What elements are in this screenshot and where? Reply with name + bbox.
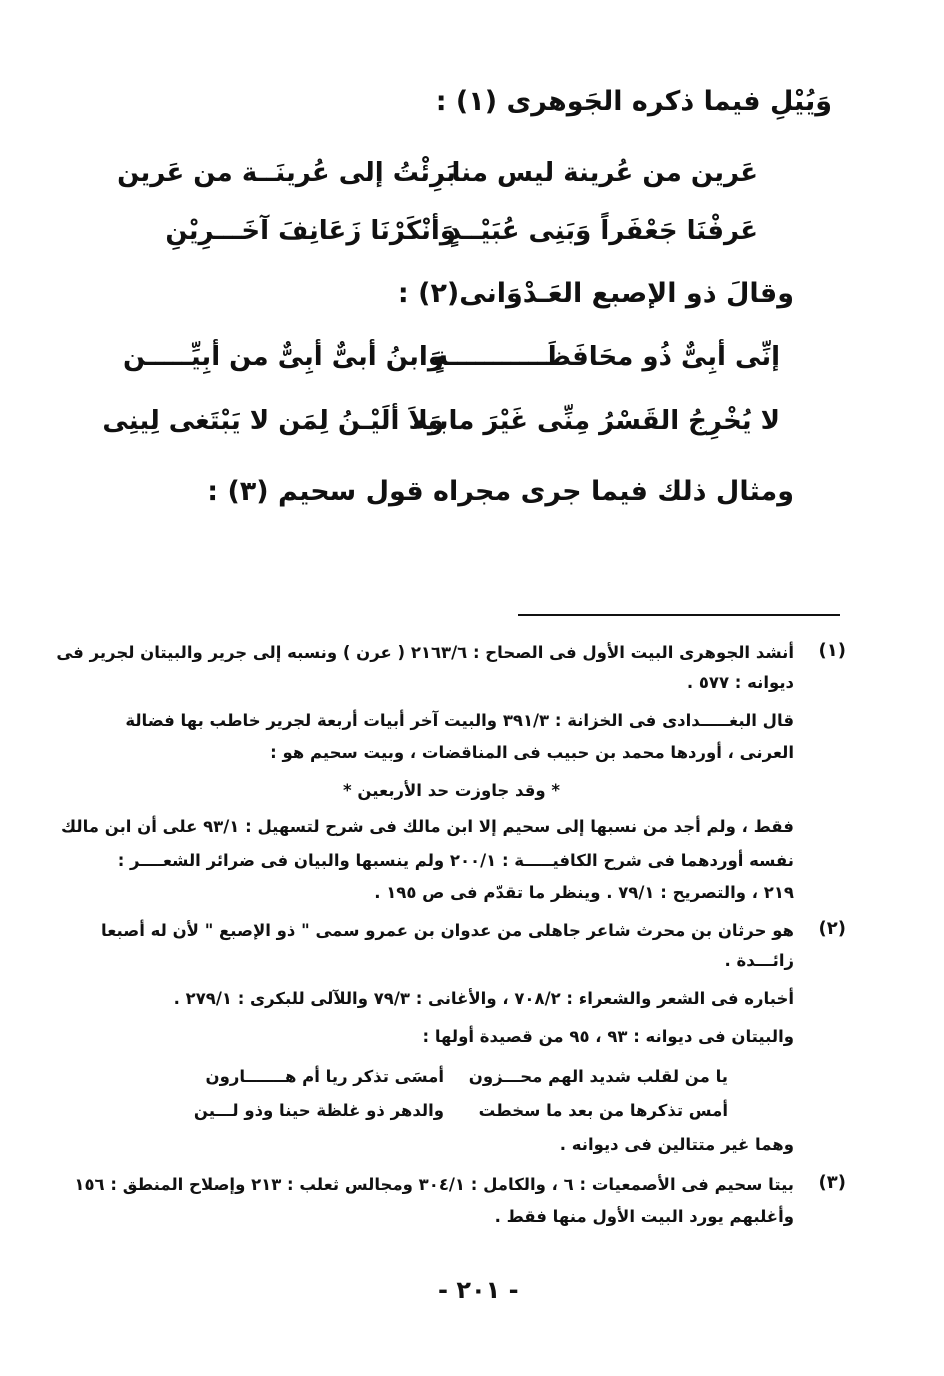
footnote-1-marker: (١) [818, 640, 846, 661]
verse-4-right-hemistich: لا يُخْرِجُ القَسْرُ مِنِّى غَيْرَ مابيه [412, 406, 780, 436]
footnote-2-line-3: أخباره فى الشعر والشعراء : ٧٠٨/٢ ، والأغانى : ٧٩/٣ واللآلى للبكرى : ٢٧٩/١ . [173, 989, 794, 1008]
footnote-1-line-4: العرنى ، أوردها محمد بن حبيب فى المناقضات ، وبيت سحيم هو : [270, 743, 794, 762]
footnote-2-line-5: وهما غير متتالين فى ديوانه . [559, 1135, 794, 1154]
footnote-1-line-6: فقط ، ولم أجد من نسبها إلى سحيم إلا ابن مالك فى شرح لتسهيل : ٩٣/١ على أن ابن مالك [61, 817, 794, 836]
verse-4-left-hemistich: وَلاَ ألَيْـنُ لِمَن لا يَبْتَغى لِينِى [102, 406, 444, 436]
footnote-3-line-1: بيتا سحيم فى الأصمعيات : ٦ ، والكامل : ٣٠٤/١ ومجالس ثعلب : ٢١٣ وإصلاح المنطق : ١٥٦ [74, 1175, 794, 1194]
verse-1-right-hemistich: عَرين من عُرينة ليس منا [451, 158, 758, 188]
footnote-3-line-2: وأغلبهم يورد البيت الأول منها فقط . [494, 1207, 794, 1226]
verse-3-right-hemistich: إنِّى أبِىٌّ ذُو محَافَظَـــــــــــةٍ [432, 342, 780, 372]
intro-line-1: وَيُيْلِ فيما ذكره الجَوهرى (١) : [435, 86, 832, 117]
footnote-2-line-1: هو حرثان بن محرث شاعر جاهلى من عدوان بن عمرو سمى " ذو الإصبع " لأن له أصبعا [101, 921, 794, 940]
footnote-2-verse-1-right: يا من لقلب شديد الهم محـــزون [468, 1067, 728, 1086]
verse-2-left-hemistich: وَأنْكَرْنَا زَعَانِفَ آخَـــرِيْنِ [165, 216, 456, 246]
footnote-1-line-3: قال البغـــــدادى فى الخزانة : ٣٩١/٣ والبيت آخر أبيات أربعة لجرير خاطب بها فضالة [125, 711, 794, 730]
footnote-1-line-5: * وقد جاوزت حد الأربعين * [343, 781, 560, 800]
footnote-2-line-2: زائـــدة . [724, 951, 794, 970]
verse-1-left-hemistich: بَرِئْتُ إلى عُرينَــة من عَرين [117, 158, 456, 188]
footnote-3-marker: (٣) [818, 1172, 846, 1193]
page-number: - ٢٠١ - [438, 1276, 519, 1304]
footnote-2-marker: (٢) [818, 918, 846, 939]
verse-2-right-hemistich: عَرفْنَا جَعْفَراً وَبَنِى عُبَيْــدٍ [447, 216, 758, 246]
footnote-2-line-4: والبيتان فى ديوانه : ٩٣ ، ٩٥ من قصيدة أولها : [422, 1027, 794, 1046]
intro-line-3: ومثال ذلك فيما جرى مجراه قول سحيم (٣) : [207, 476, 794, 507]
footnote-1-line-7: نفسه أوردهما فى شرح الكافيـــــة : ٢٠٠/١ ولم ينسبها والبيان فى ضرائر الشعــــر : [117, 851, 794, 870]
footnote-2-verse-2-left: والدهر ذو غلظة حينا وذو لـــين [193, 1101, 444, 1120]
footnote-separator [518, 614, 840, 616]
intro-line-2: وقالَ ذو الإصبع العَـدْوَانى(٢) : [397, 278, 794, 309]
footnote-1-line-1: أنشد الجوهرى البيت الأول فى الصحاح : ٢١٦٣/٦ ( عرن ) ونسبه إلى جرير والبيتان لجرير فى [56, 643, 794, 662]
footnote-1-line-2: ديوانه : ٥٧٧ . [686, 673, 794, 692]
verse-3-left-hemistich: وَابنُ أبىٌّ أبِىٌّ من أبِيِّـــــن [122, 342, 444, 372]
footnote-2-verse-2-right: أمس تذكرها من بعد ما سخطت [478, 1101, 728, 1120]
footnote-2-verse-1-left: أمسَى تذكر ريا أم هـــــــارون [205, 1067, 444, 1086]
footnote-1-line-8: ٢١٩ ، والتصريح : ٧٩/١ . وينظر ما تقدّم فى ص ١٩٥ . [374, 883, 794, 902]
